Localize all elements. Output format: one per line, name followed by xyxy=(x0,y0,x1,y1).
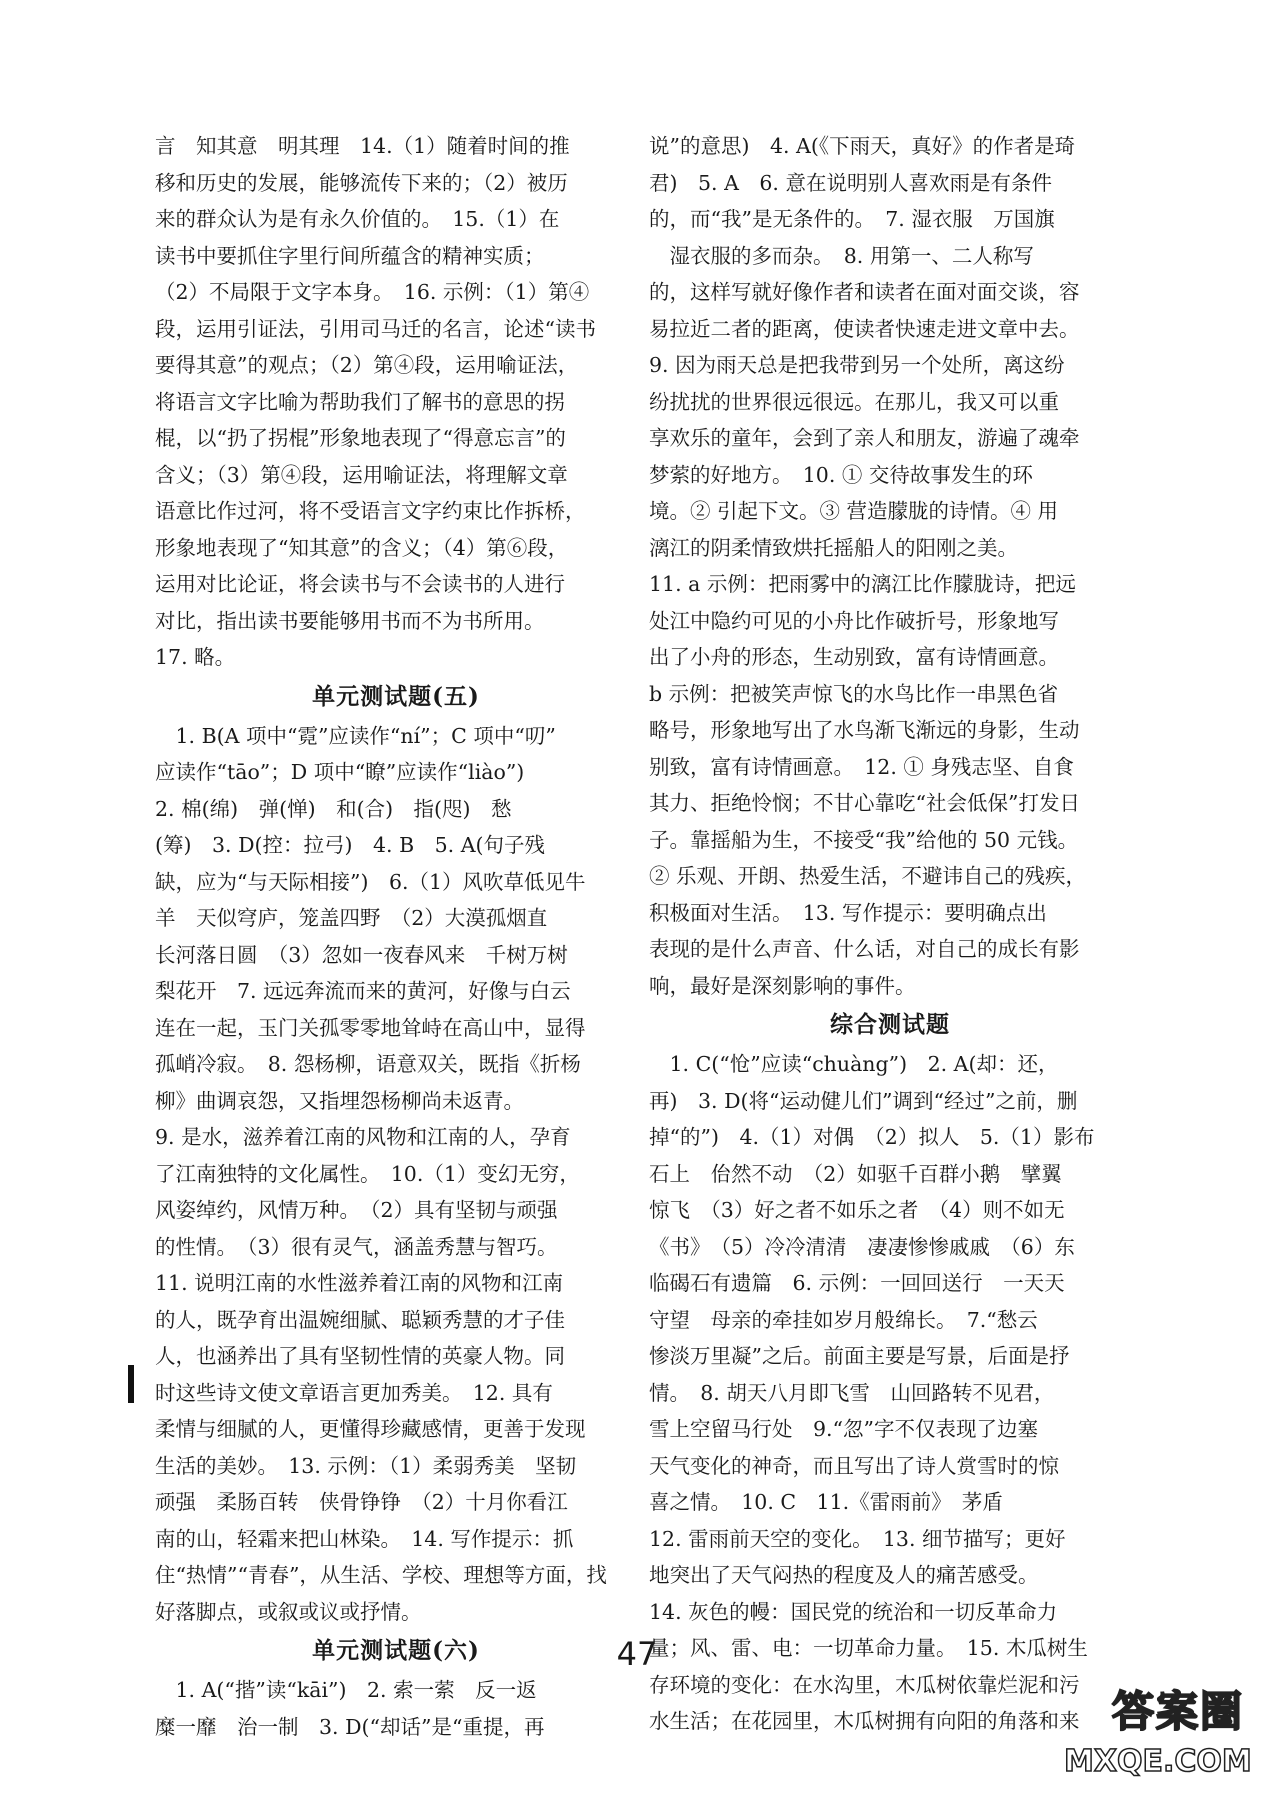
text-line: 其力、拒绝怜悯；不甘心靠吃“社会低保”打发日 xyxy=(649,791,1080,815)
text-line: 守望 母亲的牵挂如岁月般绵长。 7.“愁云 xyxy=(649,1307,1038,1332)
text-line: 地突出了天气闷热的程度及人的痛苦感受。 xyxy=(649,1563,1039,1587)
text-line: 的性情。 （3）很有灵气，涵盖秀慧与智巧。 xyxy=(155,1234,558,1259)
right-column xyxy=(649,128,1131,1740)
text-line: 形象地表现了“知其意”的含义；（4）第⑥段， xyxy=(155,535,569,560)
text-line: 君) 5. A 6. 意在说明别人喜欢雨是有条件 xyxy=(649,170,1052,195)
text-line: 11. a 示例：把雨雾中的漓江比作朦胧诗，把远 xyxy=(649,572,1076,596)
text-line: 运用对比论证，将会读书与不会读书的人进行 xyxy=(155,572,565,596)
text-line: 量；风、雷、电：一切革命力量。 15. 木瓜树生 xyxy=(649,1636,1088,1660)
text-line: 惨淡万里凝”之后。前面主要是写景，后面是抒 xyxy=(649,1344,1070,1368)
text-line: 缺，应为“与天际相接”) 6.（1）风吹草低见牛 xyxy=(155,869,586,894)
text-line: 享欢乐的童年，会到了亲人和朋友，游遍了魂牵 xyxy=(649,426,1080,450)
text-line: 易拉近二者的距离，使读者快速走进文章中去。 xyxy=(649,316,1080,341)
text-line: 漓江的阴柔情致烘托摇船人的阳刚之美。 xyxy=(649,535,1018,560)
text-line: 梨花开 7. 远远奔流而来的黄河，好像与白云 xyxy=(155,979,571,1003)
text-line: 段，运用引证法，引用司马迁的名言，论述“读书 xyxy=(155,316,596,341)
watermark-top: 答案圈 xyxy=(1111,1687,1244,1736)
text-line: 再) 3. D(将“运动健儿们”调到“经过”之前，删 xyxy=(649,1088,1078,1113)
text-line: 糜一靡 治一制 3. D(“却话”是“重提，再 xyxy=(155,1714,545,1739)
text-line: 子。靠摇船为生，不接受“我”给他的 50 元钱。 xyxy=(649,827,1079,852)
text-line: 响，最好是深刻影响的事件。 xyxy=(649,973,916,998)
text-line: 风姿绰约，风情万种。 （2）具有坚韧与顽强 xyxy=(155,1198,558,1222)
section-heading: 单元测试题(六) xyxy=(312,1637,480,1664)
text-line: 要得其意”的观点；（2）第④段，运用喻证法， xyxy=(155,353,579,377)
text-line: 羊 天似穹庐，笼盖四野 （2）大漠孤烟直 xyxy=(155,906,548,930)
text-line: (筹) 3. D(控：拉弓) 4. B 5. A(句子残 xyxy=(155,833,546,857)
text-line: 应读作“tāo”；D 项中“瞭”应读作“liào”) xyxy=(155,760,525,784)
text-line: 1. B(A 项中“霓”应读作“ní”；C 项中“叨” xyxy=(155,723,556,748)
section-heading: 单元测试题(五) xyxy=(312,682,480,710)
text-line: 1. C(“怆”应读“chuàng”) 2. A(却：还， xyxy=(649,1052,1059,1076)
text-line: 12. 雷雨前天空的变化。 13. 细节描写；更好 xyxy=(649,1526,1066,1551)
text-line: 语意比作过河，将不受语言文字约束比作拆桥， xyxy=(155,499,586,523)
text-line: 长河落日圆 （3）忽如一夜春风来 千树万树 xyxy=(155,942,568,967)
text-line: 1. A(“揩”读“kāi”) 2. 索一萦 反一返 xyxy=(155,1678,537,1702)
text-line: 对比，指出读书要能够用书而不为书所用。 xyxy=(155,608,545,633)
text-line: 湿衣服的多而杂。 8. 用第一、二人称写 xyxy=(649,243,1034,268)
text-line: 梦萦的好地方。 10. ① 交待故事发生的环 xyxy=(649,462,1033,487)
section-heading: 综合测试题 xyxy=(830,1011,950,1038)
text-line: 天气变化的神奇，而且写出了诗人赏雪时的惊 xyxy=(649,1453,1059,1478)
text-line: 好落脚点，或叙或议或抒情。 xyxy=(155,1599,422,1624)
text-line: 了江南独特的文化属性。 10.（1）变幻无穷， xyxy=(155,1161,580,1186)
text-line: 柳》曲调哀怨，又指埋怨杨柳尚未返青。 xyxy=(155,1088,524,1113)
text-line: ② 乐观、开朗、热爱生活，不避讳自己的残疾， xyxy=(649,864,1087,888)
text-line: 积极面对生活。 13. 写作提示：要明确点出 xyxy=(649,900,1047,925)
text-line: 的，而“我”是无条件的。 7. 湿衣服 万国旗 xyxy=(649,207,1055,231)
text-line: 时这些诗文使文章语言更加秀美。 12. 具有 xyxy=(155,1380,553,1405)
text-line: 读书中要抓住字里行间所蕴含的精神实质； xyxy=(155,243,545,268)
text-line: 言 知其意 明其理 14.（1）随着时间的推 xyxy=(155,134,570,158)
text-line: 17. 略。 xyxy=(155,645,236,669)
text-line: 9. 是水，滋养着江南的风物和江南的人，孕育 xyxy=(155,1125,571,1149)
text-line: 孤峭冷寂。 8. 怨杨柳，语意双关，既指《折杨 xyxy=(155,1052,581,1076)
text-line: 人，也涵养出了具有坚韧性情的英豪人物。同 xyxy=(155,1344,565,1368)
text-line: 说”的意思) 4. A(《下雨天，真好》的作者是琦 xyxy=(649,134,1076,158)
text-line: （2）不局限于文字本身。 16. 示例：（1）第④ xyxy=(155,280,590,304)
margin-mark xyxy=(128,1365,134,1403)
text-line: 水生活；在花园里，木瓜树拥有向阳的角落和来 xyxy=(649,1709,1080,1733)
text-line: 别致，富有诗情画意。 12. ① 身残志坚、自食 xyxy=(649,754,1074,779)
text-line: 略号，形象地写出了水鸟渐飞渐远的身影，生动 xyxy=(649,718,1080,742)
text-line: 顽强 柔肠百转 侠骨铮铮 （2）十月你看江 xyxy=(155,1490,568,1514)
text-line: 惊飞 （3）好之者不如乐之者 （4）则不如无 xyxy=(649,1198,1065,1222)
text-line: 雪上空留马行处 9.“忽”字不仅表现了边塞 xyxy=(649,1417,1039,1441)
text-line: 连在一起，玉门关孤零零地耸峙在高山中，显得 xyxy=(155,1015,586,1040)
text-line: 9. 因为雨天总是把我带到另一个处所，离这纷 xyxy=(649,353,1065,377)
text-line: 将语言文字比喻为帮助我们了解书的意思的拐 xyxy=(155,389,565,414)
text-line: 《书》 （5）冷冷清清 凄凄惨惨戚戚 （6）东 xyxy=(649,1234,1075,1259)
text-line: 表现的是什么声音、什么话，对自己的成长有影 xyxy=(649,937,1080,961)
text-line: 的，这样写就好像作者和读者在面对面交谈，容 xyxy=(649,280,1080,304)
text-line: 的人，既孕育出温婉细腻、聪颖秀慧的才子佳 xyxy=(155,1307,565,1332)
text-line: 存环境的变化：在水沟里，木瓜树依靠烂泥和污 xyxy=(649,1672,1080,1697)
text-line: 临碣石有遗篇 6. 示例：一回回送行 一天天 xyxy=(649,1271,1065,1295)
text-line: 情。 8. 胡天八月即飞雪 山回路转不见君， xyxy=(649,1380,1055,1405)
text-line: 住“热情”“青春”，从生活、学校、理想等方面，找 xyxy=(155,1563,607,1587)
text-line: 石上 佁然不动 （2）如驱千百群小鹅 擘翼 xyxy=(649,1161,1062,1186)
text-line: 喜之情。 10. C 11.《雷雨前》 茅盾 xyxy=(649,1490,1003,1514)
text-line: 境。② 引起下文。③ 营造朦胧的诗情。④ 用 xyxy=(649,499,1059,523)
text-line: 南的山，轻霜来把山林染。 14. 写作提示：抓 xyxy=(155,1526,574,1551)
text-line: b 示例：把被笑声惊飞的水鸟比作一串黑色省 xyxy=(649,681,1059,706)
text-line: 处江中隐约可见的小舟比作破折号，形象地写 xyxy=(649,608,1059,633)
text-line: 2. 棉(绵) 弹(惮) 和(合) 指(咫) 愁 xyxy=(155,796,512,821)
text-line: 移和历史的发展，能够流传下来的；（2）被历 xyxy=(155,170,568,195)
text-line: 来的群众认为是有永久价值的。 15.（1）在 xyxy=(155,207,560,231)
text-line: 掉“的”) 4.（1）对偶 （2）拟人 5.（1）影布 xyxy=(649,1125,1095,1149)
text-line: 含义；（3）第④段，运用喻证法，将理解文章 xyxy=(155,462,568,487)
text-line: 14. 灰色的幔：国民党的统治和一切反革命力 xyxy=(649,1599,1058,1624)
text-line: 柔情与细腻的人，更懂得珍藏感情，更善于发现 xyxy=(155,1417,586,1441)
left-column xyxy=(155,128,637,1745)
text-line: 出了小舟的形态，生动别致，富有诗情画意。 xyxy=(649,645,1059,669)
text-line: 棍，以“扔了拐棍”形象地表现了“得意忘言”的 xyxy=(155,426,566,450)
page-number: 47 xyxy=(616,1635,658,1673)
watermark-bottom: MXQE.COM xyxy=(1064,1744,1252,1779)
text-line: 纷扰扰的世界很远很远。在那儿，我又可以重 xyxy=(649,389,1059,414)
text-line: 生活的美妙。 13. 示例：（1）柔弱秀美 坚韧 xyxy=(155,1453,577,1478)
text-line: 11. 说明江南的水性滋养着江南的风物和江南 xyxy=(155,1271,564,1295)
watermark-logo xyxy=(1064,1682,1252,1782)
